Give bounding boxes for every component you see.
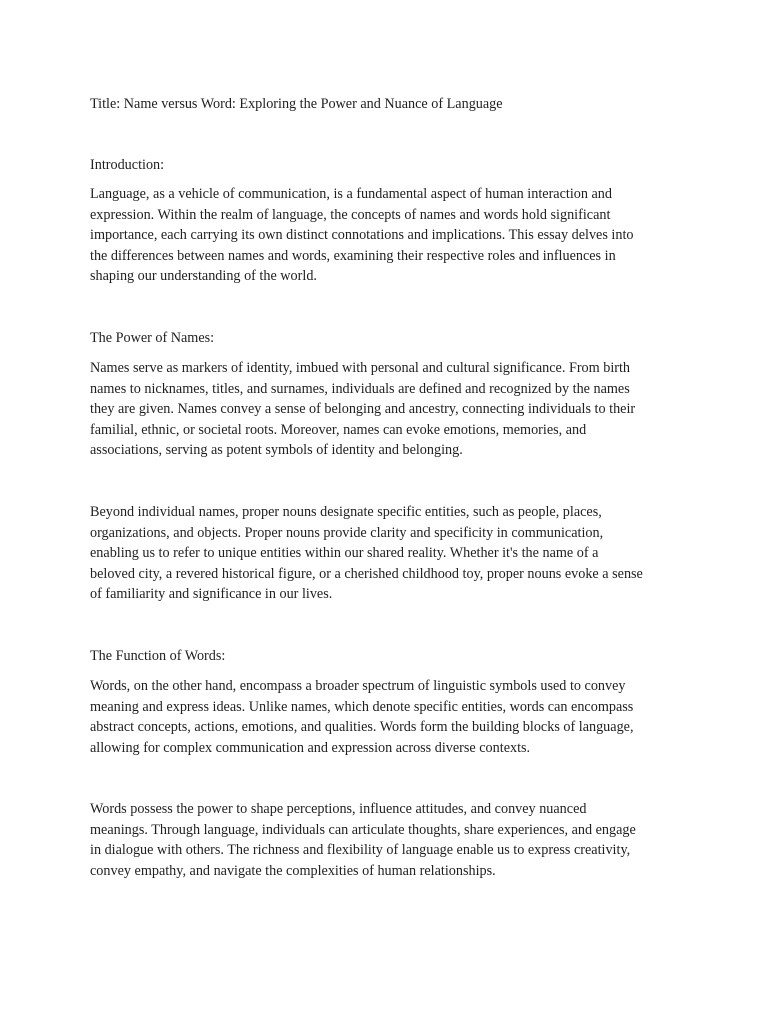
section-heading-power-of-names: The Power of Names: <box>90 330 215 346</box>
text-line: Words possess the power to shape perceptions, influence attitudes, and convey nuanced <box>90 801 587 817</box>
text-line: familial, ethnic, or societal roots. Moreover, names can evoke emotions, memories, and <box>90 421 587 438</box>
section-heading-introduction: Introduction: <box>90 157 165 173</box>
text-line: expression. Within the realm of language, the concepts of names and words hold significant <box>90 206 611 223</box>
text-line: abstract concepts, actions, emotions, and qualities. Words form the building blocks of language, <box>90 719 634 736</box>
text-line: beloved city, a revered historical figure, or a cherished childhood toy, proper nouns evoke a sense <box>90 565 643 582</box>
text-line: meanings. Through language, individuals can articulate thoughts, share experiences, and engage <box>90 821 636 838</box>
paragraph-function-of-words-2 <box>90 799 690 881</box>
text-line: convey empathy, and navigate the complexities of human relationships. <box>90 862 496 879</box>
paragraph-power-of-names-1 <box>90 358 690 461</box>
text-line: of familiarity and significance in our lives. <box>90 586 333 603</box>
paragraph-function-of-words-1 <box>90 676 690 758</box>
paragraph-introduction <box>90 184 690 287</box>
text-line: meaning and express ideas. Unlike names, which denote specific entities, words can encompass <box>90 698 634 715</box>
text-line: enabling us to refer to unique entities within our shared reality. Whether it's the name of a <box>90 545 599 562</box>
text-line: allowing for complex communication and expression across diverse contexts. <box>90 739 531 756</box>
text-line: the differences between names and words, examining their respective roles and influences in <box>90 247 616 264</box>
text-line: names to nicknames, titles, and surnames, individuals are defined and recognized by the names <box>90 380 630 397</box>
text-line: Beyond individual names, proper nouns designate specific entities, such as people, places, <box>90 504 602 520</box>
text-line: Names serve as markers of identity, imbued with personal and cultural significance. From birth <box>90 360 631 376</box>
text-line: organizations, and objects. Proper nouns provide clarity and specificity in communication, <box>90 524 604 541</box>
text-line: shaping our understanding of the world. <box>90 268 317 285</box>
paragraph-power-of-names-2 <box>90 502 690 605</box>
text-line: in dialogue with others. The richness and flexibility of language enable us to express creativity, <box>90 842 631 859</box>
text-line: importance, each carrying its own distinct connotations and implications. This essay delves into <box>90 227 634 244</box>
section-heading-function-of-words: The Function of Words: <box>90 648 226 664</box>
text-line: Language, as a vehicle of communication, is a fundamental aspect of human interaction and <box>90 186 612 202</box>
document-title: Title: Name versus Word: Exploring the Power and Nuance of Language <box>90 96 503 112</box>
text-line: associations, serving as potent symbols of identity and belonging. <box>90 442 463 459</box>
text-line: they are given. Names convey a sense of belonging and ancestry, connecting individuals to their <box>90 401 636 418</box>
text-line: Words, on the other hand, encompass a broader spectrum of linguistic symbols used to convey <box>90 678 626 694</box>
